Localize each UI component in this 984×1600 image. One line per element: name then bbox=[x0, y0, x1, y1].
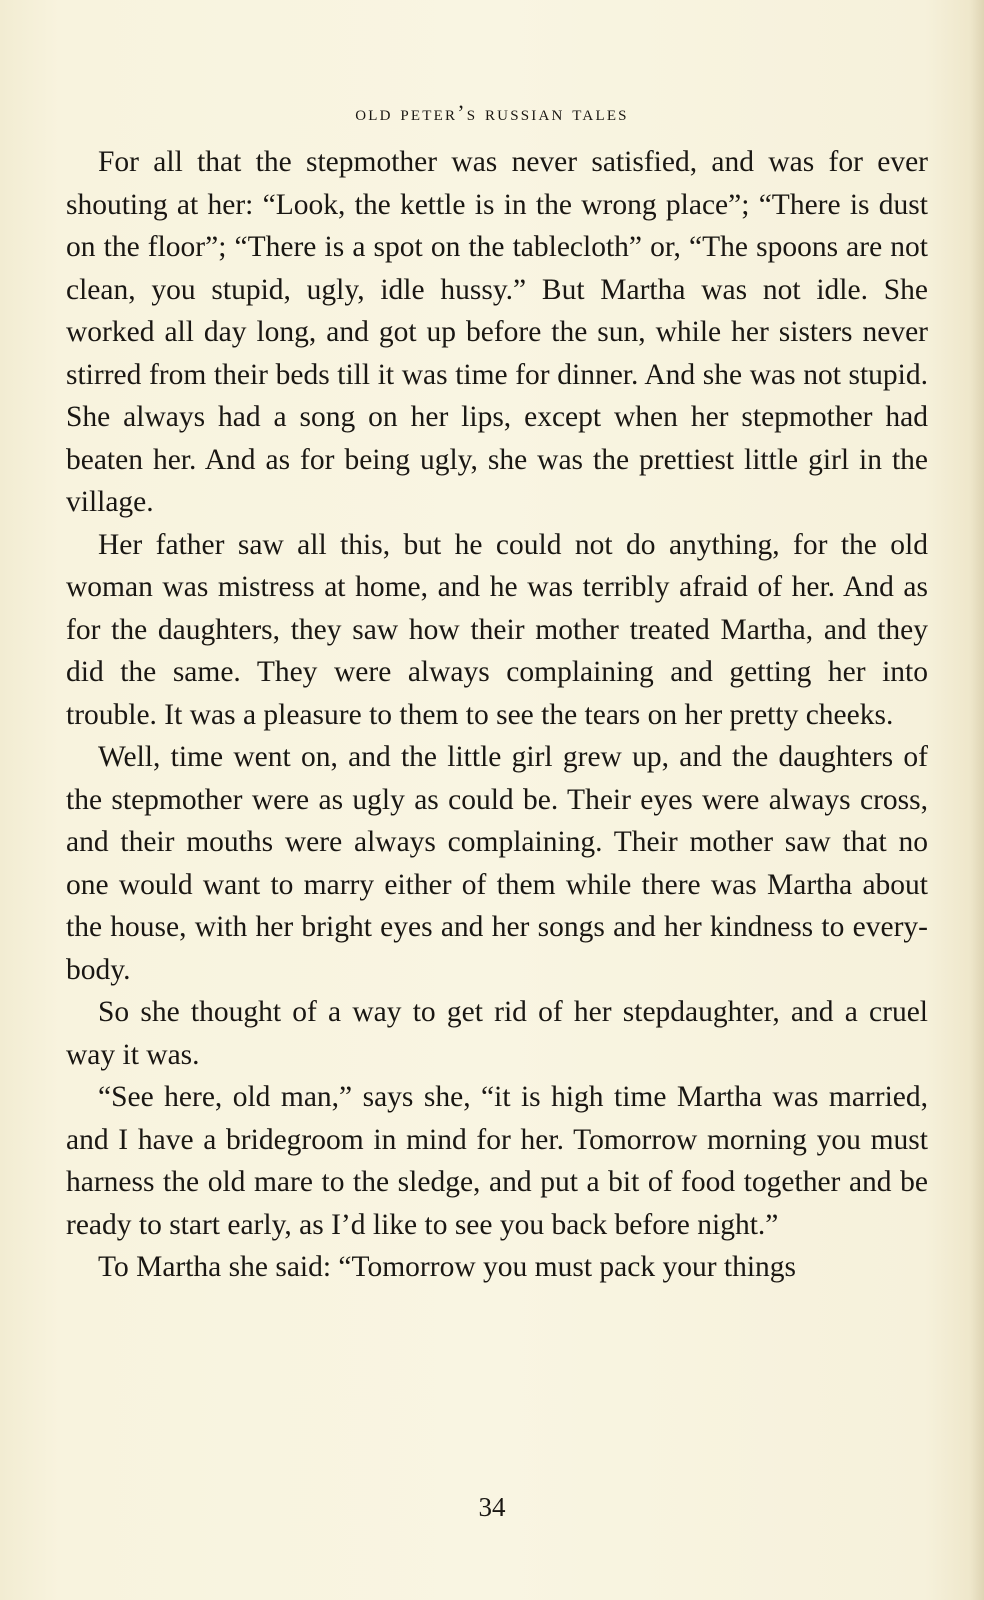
paragraph: To Martha she said: “Tomorrow you must pack your things bbox=[98, 1251, 797, 1283]
paragraph: Well, time went on, and the little girl grew up, and the daughters of the stepmother were as ugly as could be. Their eyes were always cross, and their mouths were always complaining. Their mother saw that no one would want to marry either of them while there was Martha about the house, with her bright eyes and her songs and her kindness to everybody. bbox=[66, 741, 928, 986]
running-head-text: old peter’s russian tales bbox=[355, 100, 629, 125]
page-edge-shadow bbox=[970, 0, 984, 1600]
paragraph: So she thought of a way to get rid of her stepdaughter, and a cruel way it was. bbox=[66, 996, 928, 1071]
running-head bbox=[0, 100, 984, 126]
paragraph: “See here, old man,” says she, “it is high time Martha was married, and I have a bridegroom in mind for her. Tomorrow morning you must harness the old mare to the sledge, and put a bit of food together and be ready to start early, as I’d like to see you back before night.” bbox=[66, 1081, 928, 1241]
page-number: 34 bbox=[478, 1492, 506, 1522]
body-text bbox=[66, 141, 928, 1289]
paragraph: Her father saw all this, but he could not do anything, for the old woman was mistress at home, and he was terribly afraid of her. And as for the daughters, they saw how their mother treated Martha, and they did the same. They were always complaining and getting her into trouble. It was a pleasure to them to see the tears on her pretty cheeks. bbox=[66, 528, 928, 731]
paragraph: For all that the stepmother was never satisfied, and was for ever shouting at her: “Look, the kettle is in the wrong place”; “There is dust on the floor”; “There is a spot on the tablecloth” or, “The spoons are not clean, you stupid, ugly, idle hussy.” But Martha was not idle. She worked all day long, and got up before the sun, while her sisters never stirred from their beds till it was time for dinner. And she was not stupid. She always had a song on her lips, except when her stepmother had beaten her. And as for being ugly, she was the prettiest little girl in the village. bbox=[66, 146, 928, 518]
